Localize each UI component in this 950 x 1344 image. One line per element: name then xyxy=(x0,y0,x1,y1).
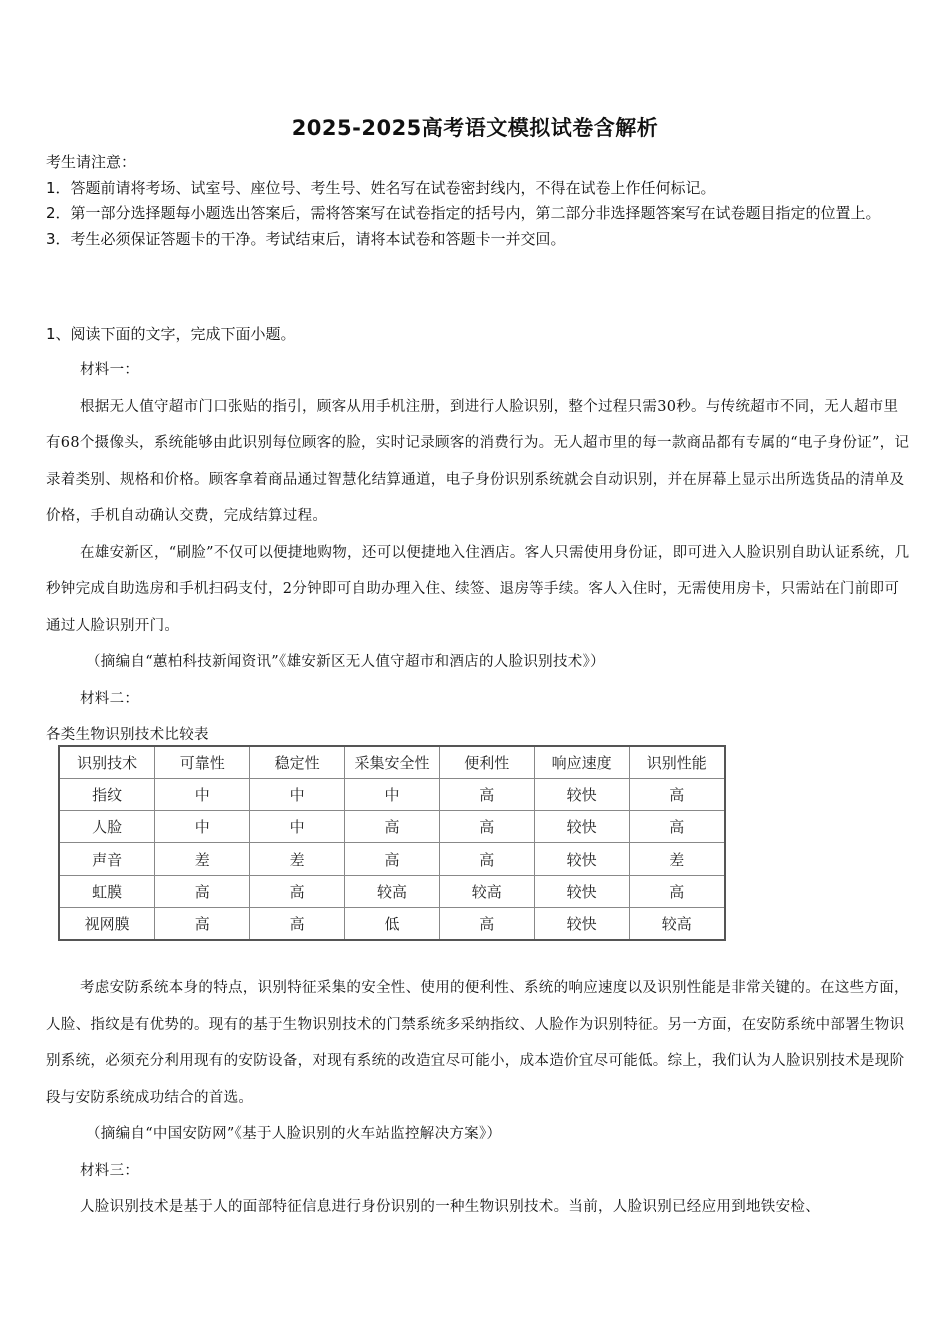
material-two-paragraph: 考虑安防系统本身的特点，识别特征采集的安全性、使用的便利性、系统的响应速度以及识别性能是非常关键的。在这些方面，人脸、指纹是有优势的。现有的基于生物识别技术的门禁系统多采纳指纹、人脸作为识别特征。另一方面，在安防系统中部署生物识别系统，必须充分利用现有的安防设备，对现有系统的改造宜尽可能小，成本造价宜尽可能低。综上，我们认为人脸识别技术是现阶段与安防系统成功结合的首选。 xyxy=(46,980,909,1106)
table-header-cell: 便利性 xyxy=(439,747,534,779)
question-prompt: 1、阅读下面的文字，完成下面小题。 xyxy=(46,325,296,343)
table-cell: 低 xyxy=(345,907,440,939)
material-three-paragraph: 人脸识别技术是基于人的面部特征信息进行身份识别的一种生物识别技术。当前，人脸识别已经应用到地铁安检、 xyxy=(80,1199,820,1215)
table-cell: 较快 xyxy=(534,907,629,939)
table-header-cell: 采集安全性 xyxy=(345,747,440,779)
table-cell: 高 xyxy=(250,907,345,939)
material-one-paragraph: 根据无人值守超市门口张贴的指引，顾客从用手机注册，到进行人脸识别，整个过程只需30秒。与传统超市不同，无人超市里有68个摄像头，系统能够由此识别每位顾客的脸，实时记录顾客的消费行为。无人超市里的每一款商品都有专属的“电子身份证”，记录着类别、规格和价格。顾客拿着商品通过智慧化结算通道，电子身份识别系统就会自动识别，并在屏幕上显示出所选货品的清单及价格，手机自动确认交费，完成结算过程。 xyxy=(46,398,910,524)
comparison-table xyxy=(58,745,726,941)
table-row xyxy=(60,811,724,843)
table-cell: 差 xyxy=(629,843,724,875)
table-cell: 差 xyxy=(155,843,250,875)
table-cell: 视网膜 xyxy=(60,907,155,939)
table-cell: 高 xyxy=(439,779,534,811)
material-one xyxy=(46,352,912,754)
table-cell: 高 xyxy=(155,875,250,907)
table-header-row xyxy=(60,747,724,779)
table-cell: 虹膜 xyxy=(60,875,155,907)
material-two-label: 材料二： xyxy=(80,690,140,707)
exam-notice xyxy=(46,150,906,252)
table-cell: 中 xyxy=(155,779,250,811)
notice-item: 1．答题前请将考场、试室号、座位号、考生号、姓名写在试卷密封线内，不得在试卷上作任何标记。 xyxy=(46,178,716,197)
page-title: 2025-2025高考语文模拟试卷含解析 xyxy=(291,116,659,140)
table-row xyxy=(60,779,724,811)
table-header-cell: 稳定性 xyxy=(250,747,345,779)
material-two-body xyxy=(46,970,912,1226)
table-cell: 高 xyxy=(629,811,724,843)
table-cell: 人脸 xyxy=(60,811,155,843)
material-one-source: （摘编自“蕙柏科技新闻资讯”《雄安新区无人值守超市和酒店的人脸识别技术》） xyxy=(86,654,605,670)
material-one-label: 材料一： xyxy=(80,362,140,378)
table-cell: 高 xyxy=(439,907,534,939)
table-header-cell: 可靠性 xyxy=(155,747,250,779)
notice-item: 2．第一部分选择题每小题选出答案后，需将答案写在试卷指定的括号内，第二部分非选择题答案写在试卷题目指定的位置上。 xyxy=(46,204,881,222)
table-header-cell: 识别技术 xyxy=(60,747,155,779)
material-two-source: （摘编自“中国安防网”《基于人脸识别的火车站监控解决方案》） xyxy=(86,1126,502,1142)
table-cell: 差 xyxy=(250,843,345,875)
table-cell: 中 xyxy=(250,811,345,843)
table-cell: 较快 xyxy=(534,779,629,811)
table-cell: 中 xyxy=(345,779,440,811)
table-row xyxy=(60,843,724,875)
table-cell: 高 xyxy=(345,843,440,875)
table-cell: 高 xyxy=(250,875,345,907)
material-three-label: 材料三： xyxy=(80,1162,140,1179)
table-cell: 较高 xyxy=(345,875,440,907)
table-row xyxy=(60,875,724,907)
table-cell: 较高 xyxy=(439,875,534,907)
table-cell: 高 xyxy=(155,907,250,939)
material-one-paragraph: 在雄安新区，“刷脸”不仅可以便捷地购物，还可以便捷地入住酒店。客人只需使用身份证，即可进入人脸识别自助认证系统，几秒钟完成自助选房和手机扫码支付，2分钟即可自助办理入住、续签、退房等手续。客人入住时，无需使用房卡，只需站在门前即可通过人脸识别开门。 xyxy=(46,544,910,634)
table-cell: 中 xyxy=(250,779,345,811)
table-header-cell: 响应速度 xyxy=(534,747,629,779)
notice-item: 3．考生必须保证答题卡的干净。考试结束后，请将本试卷和答题卡一并交回。 xyxy=(46,229,566,248)
table-row xyxy=(60,907,724,939)
table-cell: 较快 xyxy=(534,811,629,843)
table-cell: 较快 xyxy=(534,843,629,875)
table-cell: 指纹 xyxy=(60,779,155,811)
table-cell: 中 xyxy=(155,811,250,843)
table-title: 各类生物识别技术比较表 xyxy=(46,727,209,743)
table-cell: 高 xyxy=(439,843,534,875)
notice-heading: 考生请注意： xyxy=(46,153,137,171)
table-cell: 高 xyxy=(439,811,534,843)
table-cell: 较快 xyxy=(534,875,629,907)
table-cell: 高 xyxy=(345,811,440,843)
table-cell: 较高 xyxy=(629,907,724,939)
table-header-cell: 识别性能 xyxy=(629,747,724,779)
table-cell: 声音 xyxy=(60,843,155,875)
table-cell: 高 xyxy=(629,779,724,811)
table-cell: 高 xyxy=(629,875,724,907)
